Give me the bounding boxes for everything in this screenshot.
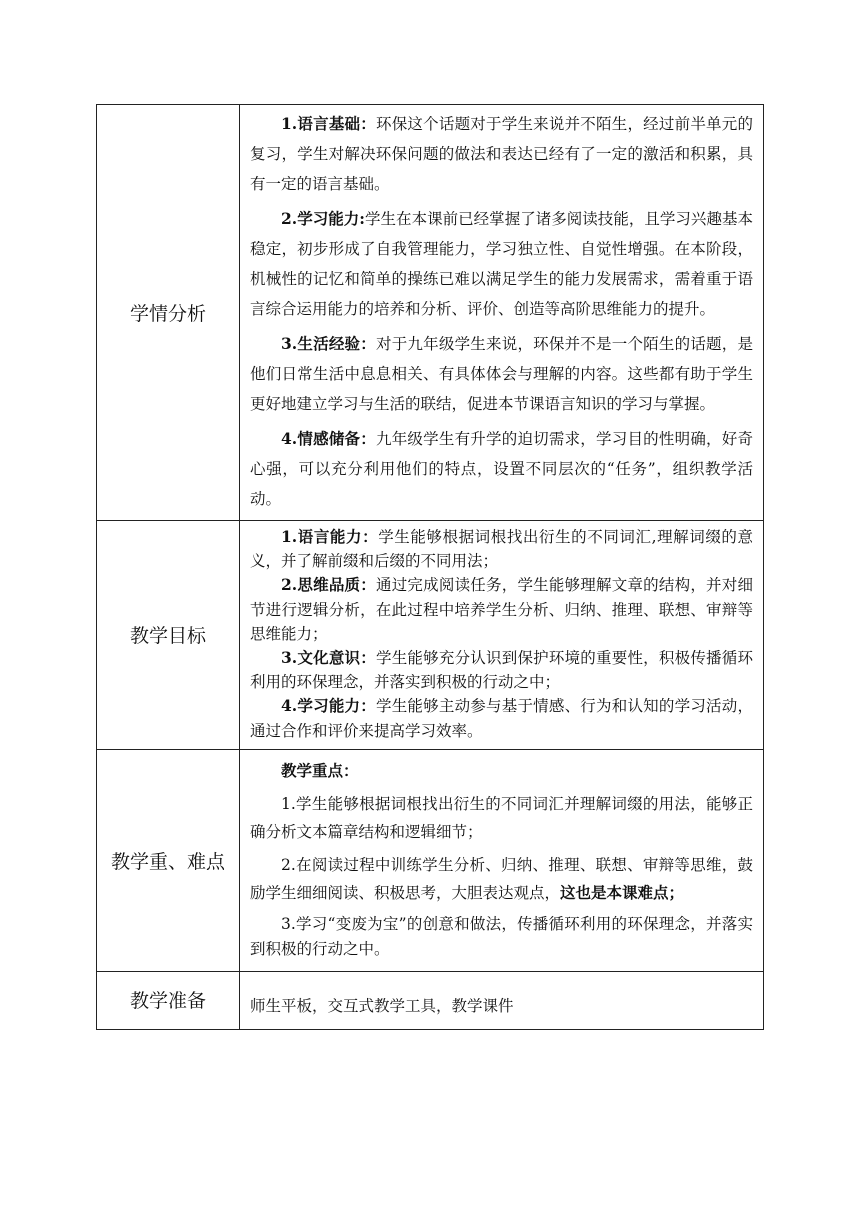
row-label-zhongnan: 教学重、难点 xyxy=(97,749,240,971)
xueqing-content xyxy=(240,105,764,521)
mubiao-item-3: 3.文化意识：学生能够充分认识到保护环境的重要性，积极传播循环利用的环保理念，并落实到积极的行动之中； xyxy=(250,648,753,692)
xueqing-item-1: 1.语言基础：环保这个话题对于学生来说并不陌生，经过前半单元的复习，学生对解决环保问题的做法和表达已经有了一定的激活和积累，具有一定的语言基础。 xyxy=(250,114,753,193)
lesson-plan-table xyxy=(96,104,764,1030)
mubiao-content xyxy=(240,521,764,750)
row-label-zhunbei: 教学准备 xyxy=(97,971,240,1029)
table-row xyxy=(97,971,764,1029)
zhunbei-content: 师生平板，交互式教学工具，教学课件 xyxy=(240,971,764,1029)
xueqing-item-3: 3.生活经验：对于九年级学生来说，环保并不是一个陌生的话题，是他们日常生活中息息相关、有具体体会与理解的内容。这些都有助于学生更好地建立学习与生活的联结，促进本节课语言知识的学习与掌握。 xyxy=(250,334,753,413)
difficulty-note: 这也是本课难点 xyxy=(560,882,669,902)
key-point-1: 1.学生能够根据词根找出衍生的不同词汇并理解词缀的用法，能够正确分析文本篇章结构和逻辑细节； xyxy=(250,794,753,841)
mubiao-item-2: 2.思维品质：通过完成阅读任务，学生能够理解文章的结构，并对细节进行逻辑分析，在此过程中培养学生分析、归纳、推理、联想、审辩等思维能力； xyxy=(250,575,753,643)
key-point-2: 2.在阅读过程中训练学生分析、归纳、推理、联想、审辩等思维，鼓励学生细细阅读、积极思考，大胆表达观点，这也是本课难点； xyxy=(250,855,753,902)
xueqing-item-2: 2.学习能力:学生在本课前已经掌握了诸多阅读技能，且学习兴趣基本稳定，初步形成了自我管理能力，学习独立性、自觉性增强。在本阶段，机械性的记忆和简单的操练已难以满足学生的能力发展需求，需着重于语言综合运用能力的培养和分析、评价、创造等高阶思维能力的提升。 xyxy=(250,209,753,318)
table-row xyxy=(97,521,764,750)
table-row xyxy=(97,105,764,521)
mubiao-item-4: 4.学习能力：学生能够主动参与基于情感、行为和认知的学习活动，通过合作和评价来提高学习效率。 xyxy=(250,696,753,740)
key-points-heading: 教学重点： xyxy=(281,760,359,780)
table-row xyxy=(97,749,764,971)
xueqing-item-4: 4.情感储备：九年级学生有升学的迫切需求，学习目的性明确，好奇心强，可以充分利用他们的特点，设置不同层次的“任务”，组织教学活动。 xyxy=(250,429,753,508)
mubiao-item-1: 1.语言能力：学生能够根据词根找出衍生的不同词汇,理解词缀的意义，并了解前缀和后缀的不同用法； xyxy=(250,527,753,571)
row-label-xueqing: 学情分析 xyxy=(97,105,240,521)
zhongnan-content xyxy=(240,749,764,971)
key-point-3: 3.学习“变废为宝”的创意和做法，传播循环利用的环保理念，并落实到积极的行动之中。 xyxy=(250,914,753,958)
row-label-mubiao: 教学目标 xyxy=(97,521,240,750)
